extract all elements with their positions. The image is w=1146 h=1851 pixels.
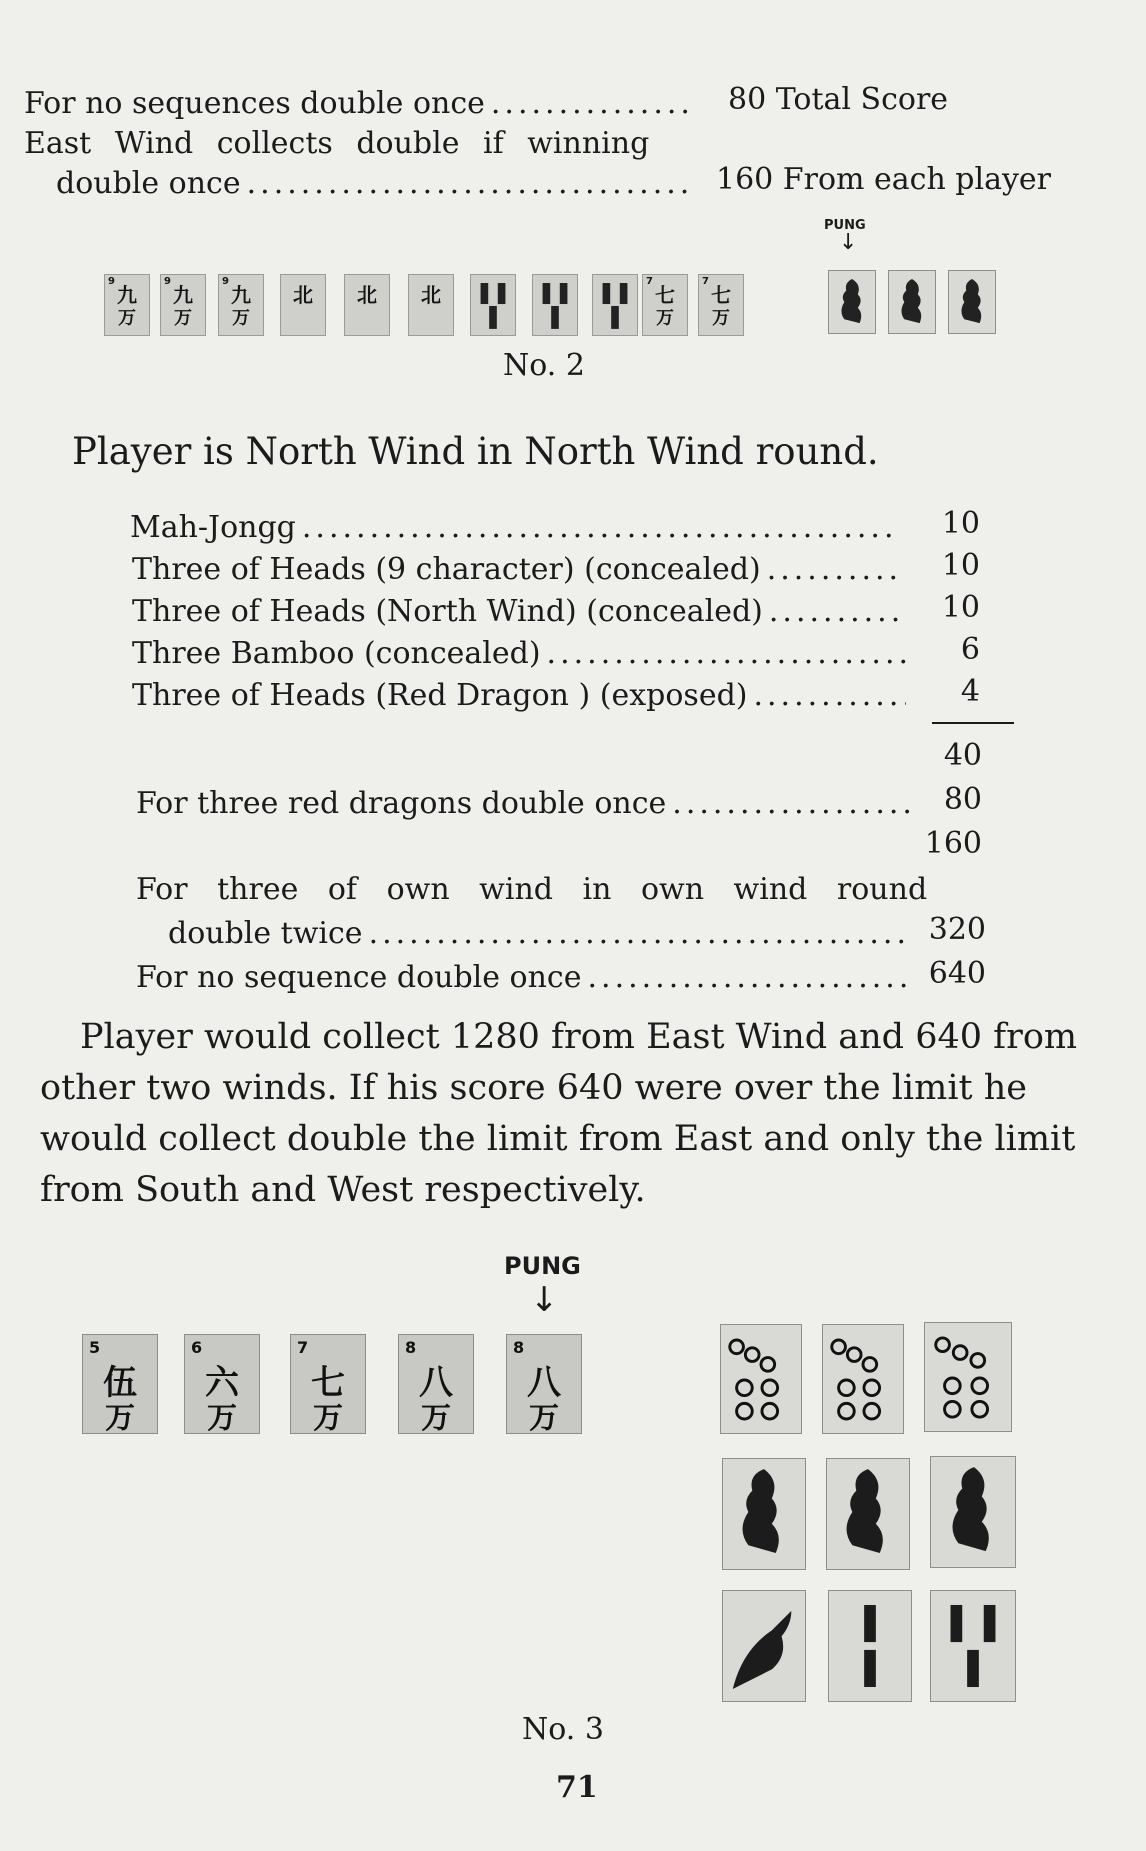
score-line-value: 10 bbox=[941, 506, 980, 541]
figure-caption-no2: No. 2 bbox=[503, 348, 585, 383]
paragraph-line: would collect double the limit from East and only the limit bbox=[40, 1119, 1076, 1159]
tile-top-char: 九 bbox=[173, 283, 193, 307]
tile-bottom-char: 万 bbox=[712, 308, 730, 329]
score-line-label: Three of Heads (Red Dragon ) (exposed) bbox=[132, 678, 748, 713]
score-line bbox=[132, 636, 912, 671]
pung-label: PUNG bbox=[824, 218, 866, 233]
dragon-figure-icon bbox=[949, 271, 995, 333]
tile bbox=[280, 274, 326, 336]
score-line-red-dragons bbox=[136, 786, 918, 821]
score-line-label: Three of Heads (North Wind) (concealed) bbox=[132, 594, 763, 629]
tile-bottom-char: 万 bbox=[421, 1401, 451, 1436]
tile-corner: 8 bbox=[405, 1338, 417, 1357]
tile-bottom-char: 万 bbox=[118, 308, 136, 329]
bamboo-stick-icon bbox=[471, 275, 515, 335]
character-tile bbox=[506, 1334, 582, 1434]
tile-bottom-char: 万 bbox=[174, 308, 192, 329]
score-line-value: 10 bbox=[941, 590, 980, 625]
tile-bottom-char: 万 bbox=[232, 308, 250, 329]
east-wind-line: East Wind collects double if winning bbox=[24, 126, 650, 161]
row-label: double once bbox=[56, 166, 241, 201]
circles-tile bbox=[822, 1324, 904, 1434]
figure-caption-no3: No. 3 bbox=[522, 1712, 604, 1747]
tile-top-char: 七 bbox=[655, 283, 675, 307]
score-line bbox=[132, 678, 912, 713]
dragon-figure-icon bbox=[931, 1457, 1015, 1567]
paragraph-line: other two winds. If his score 640 were over the limit he bbox=[40, 1068, 1027, 1108]
tile bbox=[344, 274, 390, 336]
circles-icon bbox=[925, 1323, 1011, 1431]
row-label: double twice bbox=[168, 916, 363, 951]
tile bbox=[642, 274, 688, 336]
red-dragon-tile bbox=[888, 270, 936, 334]
tile bbox=[408, 274, 454, 336]
row-label: For three red dragons double once bbox=[136, 786, 667, 821]
score-line-no-sequences bbox=[24, 86, 700, 121]
dragon-figure-icon bbox=[889, 271, 935, 333]
tile-top-char: 伍 bbox=[103, 1363, 137, 1403]
tile bbox=[218, 274, 264, 336]
tile-corner: 5 bbox=[89, 1338, 101, 1357]
score-line-label: Three Bamboo (concealed) bbox=[132, 636, 541, 671]
score-line bbox=[132, 594, 906, 629]
tile bbox=[470, 274, 516, 336]
circles-tile bbox=[720, 1324, 802, 1434]
bamboo-stick-icon bbox=[829, 1591, 911, 1701]
own-wind-value: 320 bbox=[928, 912, 986, 947]
leader-dots bbox=[588, 960, 913, 995]
tile-corner: 7 bbox=[646, 276, 653, 287]
no-sequence-value: 640 bbox=[928, 956, 986, 991]
red-dragon-tile bbox=[948, 270, 996, 334]
character-tile bbox=[184, 1334, 260, 1434]
own-wind-line: For three of own wind in own wind round bbox=[136, 872, 928, 907]
bamboo-tile bbox=[828, 1590, 912, 1702]
arrow-down-icon: ↓ bbox=[530, 1280, 559, 1320]
score-line-value: 4 bbox=[960, 674, 980, 709]
circles-tile bbox=[924, 1322, 1012, 1432]
tile-top-char: 八 bbox=[527, 1363, 561, 1403]
leader-dots bbox=[247, 166, 690, 201]
dragon-tile bbox=[826, 1458, 910, 1570]
tile bbox=[532, 274, 578, 336]
tile-bottom-char: 万 bbox=[529, 1401, 559, 1436]
leader-dots bbox=[753, 678, 906, 713]
score-line-label: Mah-Jongg bbox=[130, 510, 296, 545]
tile-bottom-char: 万 bbox=[656, 308, 674, 329]
tile bbox=[592, 274, 638, 336]
tile bbox=[160, 274, 206, 336]
paragraph-line: from South and West respectively. bbox=[40, 1170, 646, 1210]
dragon-tile bbox=[930, 1456, 1016, 1568]
tile-corner: 9 bbox=[222, 276, 229, 287]
tile-top-char: 六 bbox=[205, 1363, 239, 1403]
leader-dots bbox=[302, 510, 898, 545]
tile bbox=[104, 274, 150, 336]
bamboo-stick-icon bbox=[533, 275, 577, 335]
score-line-double-twice bbox=[168, 916, 918, 951]
score-line bbox=[132, 552, 906, 587]
red-dragons-value: 80 bbox=[943, 782, 982, 817]
dragon-figure-icon bbox=[829, 271, 875, 333]
tile-corner: 7 bbox=[702, 276, 709, 287]
leader-dots bbox=[547, 636, 906, 671]
dragon-tile bbox=[722, 1458, 806, 1570]
circles-icon bbox=[823, 1325, 903, 1433]
bamboo-stick-icon bbox=[931, 1591, 1015, 1701]
tile-top-char: 七 bbox=[311, 1363, 345, 1403]
score-line-double-once bbox=[56, 166, 696, 201]
character-tile bbox=[290, 1334, 366, 1434]
tile-top-char: 北 bbox=[421, 283, 441, 307]
bird-icon bbox=[723, 1591, 805, 1701]
leader-dots bbox=[767, 552, 900, 587]
paragraph-line: Player would collect 1280 from East Wind and 640 from bbox=[80, 1017, 1078, 1057]
score-line-value: 6 bbox=[960, 632, 980, 667]
score-line bbox=[130, 510, 904, 545]
tile-top-char: 八 bbox=[419, 1363, 453, 1403]
pung-label: PUNG bbox=[504, 1252, 581, 1280]
dragon-figure-icon bbox=[723, 1459, 805, 1569]
score-line-no-sequence bbox=[136, 960, 918, 995]
running-total: 160 bbox=[924, 826, 982, 861]
tile-bottom-char: 万 bbox=[105, 1401, 135, 1436]
character-tile bbox=[398, 1334, 474, 1434]
explanation-paragraph bbox=[40, 1012, 1100, 1216]
tile bbox=[698, 274, 744, 336]
row-label: For no sequences double once bbox=[24, 86, 485, 121]
leader-dots bbox=[491, 86, 694, 121]
bamboo-tile bbox=[930, 1590, 1016, 1702]
tile-corner: 6 bbox=[191, 1338, 203, 1357]
circles-icon bbox=[721, 1325, 801, 1433]
page-number: 71 bbox=[556, 1770, 598, 1805]
leader-dots bbox=[369, 916, 912, 951]
tile-bottom-char: 万 bbox=[313, 1401, 343, 1436]
score-line-value: 10 bbox=[941, 548, 980, 583]
red-dragon-tile bbox=[828, 270, 876, 334]
tile-corner: 9 bbox=[164, 276, 171, 287]
from-each-player-text: 160 From each player bbox=[716, 162, 1052, 197]
tile-bottom-char: 万 bbox=[207, 1401, 237, 1436]
arrow-down-icon: ↓ bbox=[839, 230, 858, 255]
section-heading: Player is North Wind in North Wind round. bbox=[72, 430, 879, 473]
tile-top-char: 九 bbox=[117, 283, 137, 307]
tile-corner: 9 bbox=[108, 276, 115, 287]
subtotal-value: 40 bbox=[943, 738, 982, 773]
tile-top-char: 北 bbox=[293, 283, 313, 307]
tile-top-char: 北 bbox=[357, 283, 377, 307]
tile-corner: 7 bbox=[297, 1338, 309, 1357]
bamboo-stick-icon bbox=[593, 275, 637, 335]
tile-corner: 8 bbox=[513, 1338, 525, 1357]
row-label: For no sequence double once bbox=[136, 960, 582, 995]
score-line-label: Three of Heads (9 character) (concealed) bbox=[132, 552, 761, 587]
leader-dots bbox=[769, 594, 900, 629]
leader-dots bbox=[672, 786, 912, 821]
tile-top-char: 七 bbox=[711, 283, 731, 307]
total-score-text: 80 Total Score bbox=[728, 82, 949, 117]
dragon-figure-icon bbox=[827, 1459, 909, 1569]
bird-tile bbox=[722, 1590, 806, 1702]
character-tile bbox=[82, 1334, 158, 1434]
tile-top-char: 九 bbox=[231, 283, 251, 307]
subtotal-rule bbox=[932, 722, 1014, 724]
